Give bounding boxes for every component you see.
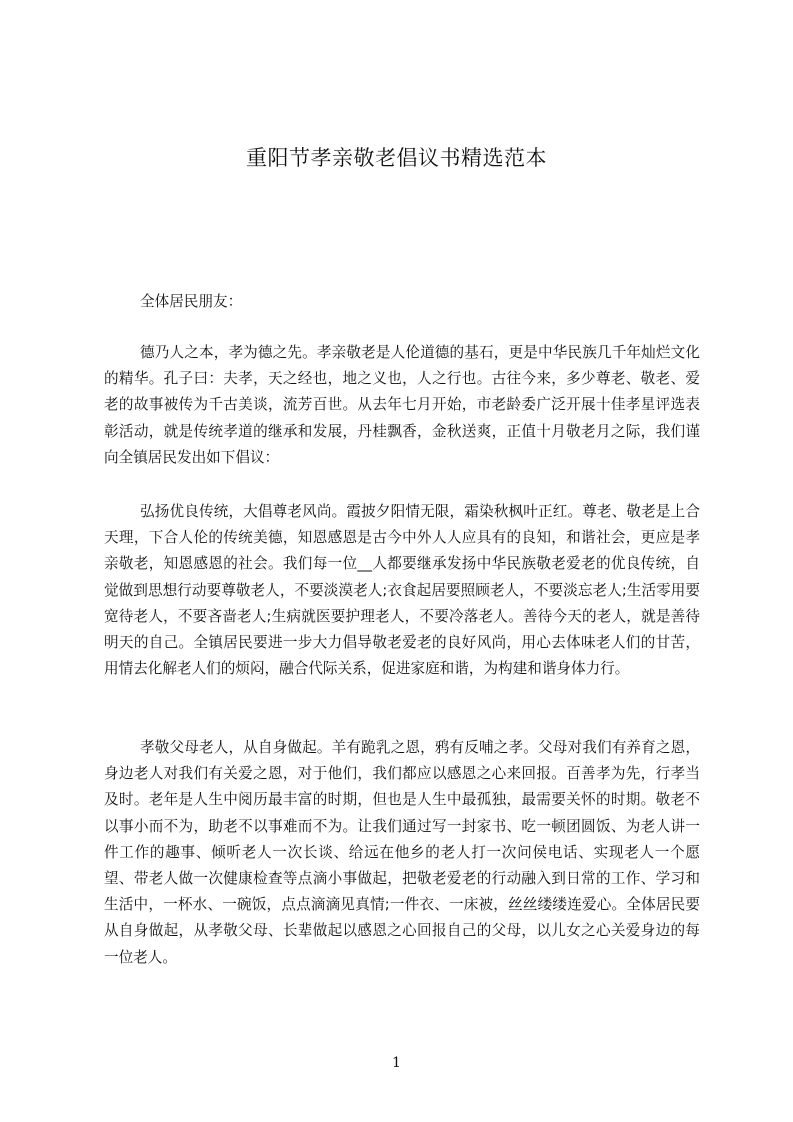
page-number: 1: [392, 1055, 401, 1071]
salutation: 全体居民朋友：: [140, 293, 243, 310]
paragraph-tradition: 弘扬优良传统，大倡尊老风尚。霞披夕阳情无限，霜染秋枫叶正红。尊老、敬老是上合天理，下合人伦的传统美德，知恩感恩是古今中外人人应具有的良知，和谐社会，更应是孝亲敬老，知恩感恩的社会。我们每一位__人都要继承发扬中华民族敬老爱老的优良传统，自觉做到思想行动要尊敬老人，不要淡漠老人;衣食起居要照顾老人，不要淡忘老人;生活零用要宽待老人，不要吝啬老人;生病就医要护理老人，不要冷落老人。善待今天的老人，就是善待明天的自己。全镇居民要进一步大力倡导敬老爱老的良好风尚，用心去体味老人们的甘苦，用情去化解老人们的烦闷，融合代际关系，促进家庭和谐，为构建和谐身体力行。: [104, 503, 700, 678]
paragraph-intro: 德乃人之本，孝为德之先。孝亲敬老是人伦道德的基石，更是中华民族几千年灿烂文化的精华。孔子曰：夫孝，天之经也，地之义也，人之行也。古往今来，多少尊老、敬老、爱老的故事被传为千古美谈，流芳百世。从去年七月开始，市老龄委广泛开展十佳孝星评选表彰活动，就是传统孝道的继承和发展，丹桂飘香，金秋送爽，正值十月敬老月之际，我们谨向全镇居民发出如下倡议：: [104, 344, 700, 466]
paragraph-filial-piety: 孝敬父母老人，从自身做起。羊有跪乳之恩，鸦有反哺之孝。父母对我们有养育之恩，身边老人对我们有关爱之恩，对于他们，我们都应以感恩之心来回报。百善孝为先，行孝当及时。老年是人生中阅历最丰富的时期，但也是人生中最孤独，最需要关怀的时期。敬老不以事小而不为，助老不以事难而不为。让我们通过写一封家书、吃一顿团圆饭、为老人讲一件工作的趣事、倾听老人一次长谈、给远在他乡的老人打一次问侯电话、实现老人一个愿望、带老人做一次健康检查等点滴小事做起，把敬老爱老的行动融入到日常的工作、学习和生活中，一杯水、一碗饭，点点滴滴见真情;一件衣、一床被，丝丝缕缕连爱心。全体居民要从自身做起，从孝敬父母、长辈做起以感恩之心回报自己的父母，以儿女之心关爱身边的每一位老人。: [104, 739, 700, 966]
document-title: 重阳节孝亲敬老倡议书精选范本: [246, 146, 547, 170]
